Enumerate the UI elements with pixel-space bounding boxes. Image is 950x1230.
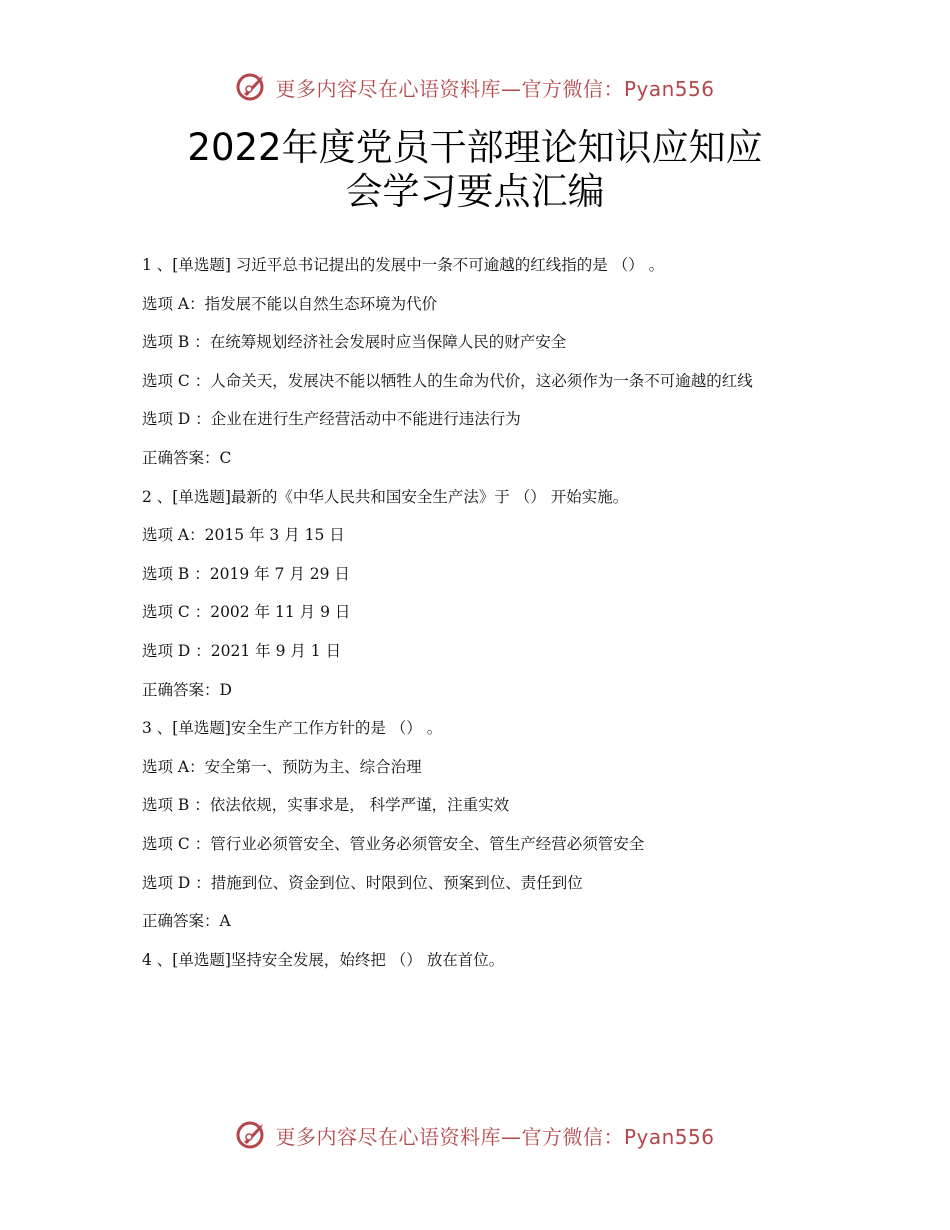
option-b: 选项 B ：在统筹规划经济社会发展时应当保障人民的财产安全 xyxy=(142,333,567,352)
title-line-2: 会学习要点汇编 xyxy=(345,170,605,213)
correct-answer: 正确答案：C xyxy=(142,448,232,467)
watermark-text: 更多内容尽在心语资料库—官方微信：Pyan556 xyxy=(275,1124,715,1149)
option-d: 选项 D ：2021 年 9 月 1 日 xyxy=(142,641,342,660)
pen-logo-icon xyxy=(235,70,269,104)
correct-answer: 正确答案：A xyxy=(142,912,231,931)
option-b: 选项 B ：2019 年 7 月 29 日 xyxy=(142,564,350,583)
option-a: 选项 A：指发展不能以自然生态环境为代价 xyxy=(142,294,438,313)
watermark-header xyxy=(0,70,950,104)
title-line-1: 2022年度党员干部理论知识应知应 xyxy=(187,126,763,169)
option-a: 选项 A：2015 年 3 月 15 日 xyxy=(142,526,345,545)
question-stem: 3 、[单选题]安全生产工作方针的是 （） 。 xyxy=(142,719,443,738)
option-c: 选项 C ：2002 年 11 月 9 日 xyxy=(142,603,351,622)
question-stem: 1 、[单选题] 习近平总书记提出的发展中一条不可逾越的红线指的是 （） 。 xyxy=(142,256,665,274)
question-stem: 4 、[单选题]坚持安全发展，始终把 （） 放在首位。 xyxy=(142,950,505,969)
correct-answer: 正确答案：D xyxy=(142,680,232,699)
option-a: 选项 A：安全第一、预防为主、综合治理 xyxy=(142,757,422,776)
question-stem: 2 、[单选题]最新的《中华人民共和国安全生产法》于 （） 开始实施。 xyxy=(142,487,629,506)
watermark-text: 更多内容尽在心语资料库—官方微信：Pyan556 xyxy=(275,76,715,101)
option-c: 选项 C ：管行业必须管安全、管业务必须管安全、管生产经营必须管安全 xyxy=(142,834,645,853)
question-list xyxy=(142,255,842,988)
pen-logo-icon xyxy=(235,1118,269,1152)
option-c: 选项 C ：人命关天，发展决不能以牺牲人的生命为代价，这必须作为一条不可逾越的红线 xyxy=(142,371,753,390)
option-d: 选项 D ：企业在进行生产经营活动中不能进行违法行为 xyxy=(142,410,521,429)
option-b: 选项 B ：依法依规，实事求是， 科学严谨，注重实效 xyxy=(142,796,510,815)
document-title xyxy=(0,126,950,214)
watermark-footer xyxy=(0,1118,950,1152)
option-d: 选项 D ：措施到位、资金到位、时限到位、预案到位、责任到位 xyxy=(142,873,583,892)
